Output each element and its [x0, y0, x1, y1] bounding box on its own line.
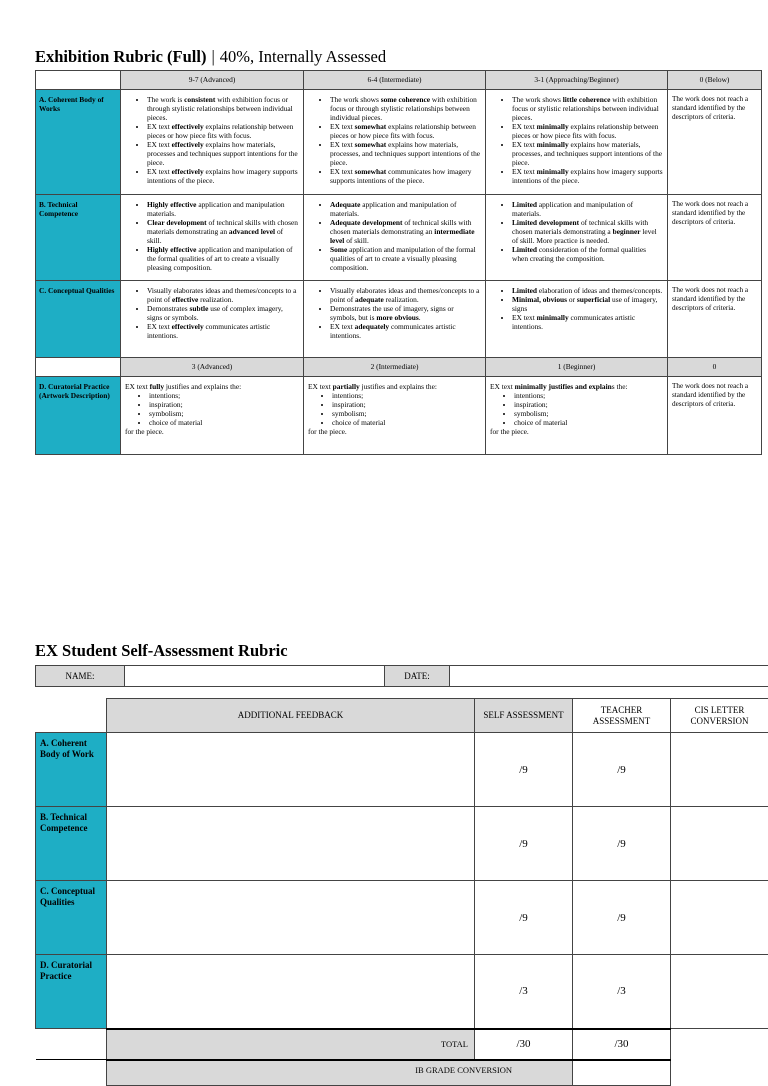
rubric-cell [304, 195, 486, 281]
descriptor-text: with exhibition focus or through stylistic relationships between individual pieces. [330, 95, 477, 122]
emphasis-text: effectively [172, 167, 204, 176]
total-spacer [671, 1029, 768, 1060]
curatorial-items [308, 391, 481, 427]
ib-grade-row [36, 1060, 768, 1086]
descriptor-bullet [512, 218, 663, 245]
descriptor-bullet [330, 200, 481, 218]
descriptor-text: Visually elaborates ideas and themes/concepts to a point of [330, 286, 479, 304]
rubric-header-blank [36, 358, 121, 377]
descriptor-bullet [147, 200, 299, 218]
assessment-row-d [36, 955, 768, 1029]
descriptor-text: justifies and explains the: [360, 382, 437, 391]
emphasis-text: little coherence [563, 95, 611, 104]
descriptor-text: elaboration of ideas and themes/concepts. [537, 286, 662, 295]
descriptor-bullet [147, 245, 299, 272]
descriptor-bullet [330, 286, 481, 304]
teacher-score-cell[interactable]: /9 [573, 881, 671, 955]
teacher-assessment-header: TEACHER ASSESSMENT [573, 699, 671, 733]
curatorial-intro [125, 382, 299, 391]
date-field[interactable] [450, 666, 768, 687]
emphasis-text: partially [333, 382, 360, 391]
emphasis-text: intermediate level [330, 227, 475, 245]
descriptor-text: or [567, 295, 577, 304]
descriptor-list [308, 95, 481, 185]
emphasis-text: fully [150, 382, 164, 391]
descriptor-bullet [512, 245, 663, 263]
descriptor-text: EX text [125, 382, 150, 391]
descriptor-text: EX text [330, 122, 355, 131]
emphasis-text: Limited development [512, 218, 579, 227]
descriptor-list [308, 286, 481, 340]
curatorial-cell [121, 377, 304, 455]
ib-spacer-line [36, 1060, 107, 1086]
descriptor-bullet [512, 286, 663, 295]
rubric-header-3: 3 (Advanced) [121, 358, 304, 377]
ib-grade-cell[interactable] [573, 1060, 671, 1086]
descriptor-text: application and manipulation of materials. [512, 200, 633, 218]
descriptor-bullet [330, 167, 481, 185]
below-descriptor: The work does not reach a standard identified by the descriptors of criteria. [668, 377, 762, 455]
emphasis-text: Some [330, 245, 347, 254]
cis-letter-cell[interactable] [671, 955, 768, 1029]
curatorial-item: • symbolism; [332, 409, 481, 418]
total-teacher-cell[interactable]: /30 [573, 1029, 671, 1060]
emphasis-text: effectively [172, 122, 204, 131]
name-field[interactable] [125, 666, 385, 687]
descriptor-bullet [512, 295, 663, 313]
descriptor-text: The work shows [512, 95, 563, 104]
descriptor-list [308, 200, 481, 272]
descriptor-text: application and manipulation of the formal qualities of art to create a visually pleasing composition. [147, 245, 293, 272]
descriptor-bullet [147, 167, 299, 185]
rubric-header-2: 2 (Intermediate) [304, 358, 486, 377]
descriptor-text: EX text [330, 167, 355, 176]
emphasis-text: Minimal, obvious [512, 295, 567, 304]
rubric-header-1: 1 (Beginner) [486, 358, 668, 377]
rubric-title: Exhibition Rubric (Full) [35, 47, 206, 66]
descriptor-list [490, 200, 663, 263]
descriptor-text: communicates artistic intentions. [512, 313, 635, 331]
criterion-a-label: A. Coherent Body of Works [36, 90, 121, 195]
criterion-b-label: B. Technical Competence [36, 195, 121, 281]
ib-spacer [671, 1060, 768, 1086]
rubric-header-0: 0 [668, 358, 762, 377]
teacher-score-cell[interactable]: /3 [573, 955, 671, 1029]
descriptor-text: communicates how imagery supports intentions of the piece. [330, 167, 471, 185]
name-label: NAME: [36, 666, 125, 687]
descriptor-bullet [147, 304, 299, 322]
teacher-score-cell[interactable]: /9 [573, 733, 671, 807]
descriptor-bullet [147, 218, 299, 245]
emphasis-text: Highly effective [147, 200, 196, 209]
self-score-cell[interactable]: /3 [475, 955, 573, 1029]
descriptor-text: level of skill. More practice is needed. [512, 227, 657, 245]
emphasis-text: somewhat [355, 167, 387, 176]
descriptor-text: justifies and explains the: [164, 382, 241, 391]
rubric-header-intermediate: 6-4 (Intermediate) [304, 71, 486, 90]
descriptor-text: use of imagery, signs [512, 295, 657, 313]
emphasis-text: effective [172, 295, 198, 304]
descriptor-list [125, 286, 299, 340]
feedback-cell[interactable] [107, 881, 475, 955]
feedback-cell[interactable] [107, 955, 475, 1029]
rubric-subtitle: 40%, Internally Assessed [220, 47, 386, 66]
feedback-cell[interactable] [107, 807, 475, 881]
descriptor-text: realization. [198, 295, 233, 304]
emphasis-text: superficial [577, 295, 610, 304]
descriptor-text: EX text [512, 122, 537, 131]
emphasis-text: Clear development [147, 218, 207, 227]
curatorial-item: • intentions; [332, 391, 481, 400]
rubric-cell [121, 281, 304, 358]
curatorial-intro [490, 382, 663, 391]
descriptor-text: explains how materials, processes, and techniques support intentions of the piece. [512, 140, 662, 167]
assessment-row-a [36, 733, 768, 807]
exhibition-rubric-table [35, 70, 762, 455]
self-score-cell[interactable]: /9 [475, 807, 573, 881]
descriptor-text: explains how materials, processes and techniques support intentions for the piece. [147, 140, 298, 167]
descriptor-list [490, 286, 663, 331]
descriptor-bullet [147, 122, 299, 140]
cis-letter-cell[interactable] [671, 733, 768, 807]
descriptor-text: explains relationship between pieces or how piece fits with focus. [512, 122, 658, 140]
rubric-title-line [35, 47, 386, 67]
rubric-header-blank [36, 71, 121, 90]
emphasis-text: subtle [190, 304, 209, 313]
descriptor-text: of technical skills with chosen materials demonstrating an [330, 218, 471, 236]
cis-letter-cell[interactable] [671, 807, 768, 881]
curatorial-item: • inspiration; [332, 400, 481, 409]
descriptor-bullet [147, 322, 299, 340]
descriptor-text: EX text [308, 382, 333, 391]
criterion-c-label: C. Conceptual Qualities [36, 281, 121, 358]
descriptor-text: explains how imagery supports intentions of the piece. [147, 167, 298, 185]
curatorial-item: • inspiration; [149, 400, 299, 409]
descriptor-bullet [512, 167, 663, 185]
emphasis-text: Limited [512, 200, 537, 209]
below-descriptor: The work does not reach a standard identified by the descriptors of criteria. [668, 90, 762, 195]
assessment-row-c [36, 881, 768, 955]
descriptor-bullet [512, 95, 663, 122]
emphasis-text: effectively [172, 322, 204, 331]
descriptor-bullet [512, 140, 663, 167]
descriptor-text: application and manipulation of the formal qualities of art to create a visually pleasing composition. [330, 245, 476, 272]
descriptor-text: EX text [512, 140, 537, 149]
descriptor-text: communicates artistic intentions. [330, 322, 456, 340]
descriptor-text: communicates artistic intentions. [147, 322, 270, 340]
name-date-bar [35, 665, 768, 687]
descriptor-text: EX text [512, 167, 537, 176]
descriptor-bullet [330, 122, 481, 140]
teacher-score-cell[interactable]: /9 [573, 807, 671, 881]
header-spacer [36, 699, 107, 733]
below-descriptor: The work does not reach a standard identified by the descriptors of criteria. [668, 281, 762, 358]
self-assessment-header: SELF ASSESSMENT [475, 699, 573, 733]
descriptor-bullet [330, 304, 481, 322]
emphasis-text: Adequate [330, 200, 360, 209]
assessment-header-row [36, 699, 768, 733]
title-separator: | [211, 47, 214, 66]
emphasis-text: Limited [512, 245, 537, 254]
rubric-header-row-2 [36, 358, 762, 377]
below-descriptor: The work does not reach a standard identified by the descriptors of criteria. [668, 195, 762, 281]
curatorial-items [490, 391, 663, 427]
rubric-header-advanced: 9-7 (Advanced) [121, 71, 304, 90]
curatorial-item: • intentions; [514, 391, 663, 400]
descriptor-bullet [330, 140, 481, 167]
descriptor-text: EX text [512, 313, 537, 322]
emphasis-text: minimally [537, 140, 569, 149]
descriptor-bullet [330, 322, 481, 340]
descriptor-text: EX text [330, 140, 355, 149]
emphasis-text: beginner [613, 227, 641, 236]
curatorial-item: • choice of material [149, 418, 299, 427]
assessment-row-b [36, 807, 768, 881]
curatorial-cell [304, 377, 486, 455]
criterion-d-label: D. Curatorial Practice (Artwork Description) [36, 377, 121, 455]
descriptor-text: EX text [147, 322, 172, 331]
descriptor-bullet [330, 95, 481, 122]
rubric-cell [486, 281, 668, 358]
emphasis-text: minimally [537, 122, 569, 131]
descriptor-text: s the: [612, 382, 628, 391]
emphasis-text: Adequate development [330, 218, 402, 227]
rubric-row-a [36, 90, 762, 195]
descriptor-text: EX text [330, 322, 355, 331]
emphasis-text: advanced level [229, 227, 275, 236]
criterion-a-label: A. Coherent Body of Work [36, 733, 107, 807]
descriptor-bullet [147, 140, 299, 167]
descriptor-text: with exhibition focus or through stylistic relationships between individual pieces. [147, 95, 293, 122]
descriptor-text: . [419, 313, 421, 322]
descriptor-text: EX text [490, 382, 515, 391]
curatorial-outro: for the piece. [308, 427, 481, 436]
curatorial-cell [486, 377, 668, 455]
descriptor-text: EX text [147, 140, 172, 149]
self-assessment-title: EX Student Self-Assessment Rubric [35, 641, 288, 661]
curatorial-intro [308, 382, 481, 391]
rubric-row-d [36, 377, 762, 455]
emphasis-text: more obvious [376, 313, 418, 322]
emphasis-text: adequate [355, 295, 384, 304]
descriptor-bullet [512, 200, 663, 218]
descriptor-text: application and manipulation materials. [147, 200, 285, 218]
self-score-cell[interactable]: /9 [475, 881, 573, 955]
rubric-cell [121, 195, 304, 281]
rubric-cell [121, 90, 304, 195]
descriptor-text: realization. [384, 295, 419, 304]
descriptor-bullet [330, 245, 481, 272]
ib-grade-label: IB GRADE CONVERSION [107, 1060, 573, 1086]
emphasis-text: minimally [537, 167, 569, 176]
emphasis-text: effectively [172, 140, 204, 149]
feedback-cell[interactable] [107, 733, 475, 807]
descriptor-text: The work is [147, 95, 184, 104]
emphasis-text: some coherence [381, 95, 430, 104]
descriptor-text: The work shows [330, 95, 381, 104]
emphasis-text: somewhat [355, 122, 387, 131]
curatorial-item: • intentions; [149, 391, 299, 400]
emphasis-text: minimally justifies and explain [515, 382, 612, 391]
total-self-cell[interactable]: /30 [475, 1029, 573, 1060]
rubric-cell [486, 195, 668, 281]
rubric-header-row [36, 71, 762, 90]
criterion-b-label: B. Technical Competence [36, 807, 107, 881]
descriptor-text: EX text [147, 122, 172, 131]
descriptor-bullet [330, 218, 481, 245]
descriptor-text: Visually elaborates ideas and themes/concepts to a point of [147, 286, 296, 304]
feedback-header: ADDITIONAL FEEDBACK [107, 699, 475, 733]
date-label: DATE: [385, 666, 450, 687]
emphasis-text: Limited [512, 286, 537, 295]
descriptor-text: of skill. [344, 236, 368, 245]
descriptor-bullet [512, 313, 663, 331]
descriptor-text: of technical skills with chosen materials demonstrating a [512, 218, 648, 236]
descriptor-text: with exhibition focus or stylistic relationships between individual pieces. [512, 95, 659, 122]
criterion-c-label: C. Conceptual Qualities [36, 881, 107, 955]
rubric-header-below: 0 (Below) [668, 71, 762, 90]
cis-letter-header: CIS LETTER CONVERSION [671, 699, 768, 733]
emphasis-text: Highly effective [147, 245, 196, 254]
descriptor-bullet [147, 286, 299, 304]
descriptor-list [125, 200, 299, 272]
descriptor-list [490, 95, 663, 185]
descriptor-bullet [147, 95, 299, 122]
descriptor-text: explains relationship between pieces or how piece fits with focus. [330, 122, 476, 140]
descriptor-text: of technical skills with chosen materials demonstrating an [147, 218, 298, 236]
rubric-header-approaching: 3-1 (Approaching/Beginner) [486, 71, 668, 90]
self-assessment-table [35, 698, 768, 1086]
descriptor-text: explains how imagery supports intentions of the piece. [512, 167, 663, 185]
emphasis-text: consistent [184, 95, 215, 104]
descriptor-text: consideration of the formal qualities when creating the composition. [512, 245, 646, 263]
rubric-cell [304, 90, 486, 195]
rubric-row-c [36, 281, 762, 358]
emphasis-text: adequately [355, 322, 390, 331]
rubric-cell [486, 90, 668, 195]
curatorial-item: • choice of material [514, 418, 663, 427]
rubric-row-b [36, 195, 762, 281]
cis-letter-cell[interactable] [671, 881, 768, 955]
descriptor-bullet [512, 122, 663, 140]
emphasis-text: minimally [537, 313, 569, 322]
descriptor-text: EX text [147, 167, 172, 176]
descriptor-text: Demonstrates [147, 304, 190, 313]
criterion-d-label: D. Curatorial Practice [36, 955, 107, 1029]
curatorial-item: • symbolism; [514, 409, 663, 418]
curatorial-item: • symbolism; [149, 409, 299, 418]
descriptor-text: explains how materials, processes, and techniques support intentions of the piece. [330, 140, 480, 167]
total-spacer [36, 1029, 107, 1060]
curatorial-item: • inspiration; [514, 400, 663, 409]
descriptor-text: explains relationship between pieces or how piece fits with focus. [147, 122, 293, 140]
descriptor-text: application and manipulation of materials. [330, 200, 456, 218]
total-label: TOTAL [107, 1029, 475, 1060]
rubric-cell [304, 281, 486, 358]
total-row [36, 1029, 768, 1060]
descriptor-text: Demonstrates the use of imagery, signs or symbols, but is [330, 304, 454, 322]
descriptor-list [125, 95, 299, 185]
curatorial-item: • choice of material [332, 418, 481, 427]
emphasis-text: somewhat [355, 140, 387, 149]
descriptor-text: of skill. [147, 227, 283, 245]
curatorial-outro: for the piece. [490, 427, 663, 436]
curatorial-outro: for the piece. [125, 427, 299, 436]
self-score-cell[interactable]: /9 [475, 733, 573, 807]
descriptor-text: use of complex imagery, signs or symbols. [147, 304, 283, 322]
curatorial-items [125, 391, 299, 427]
